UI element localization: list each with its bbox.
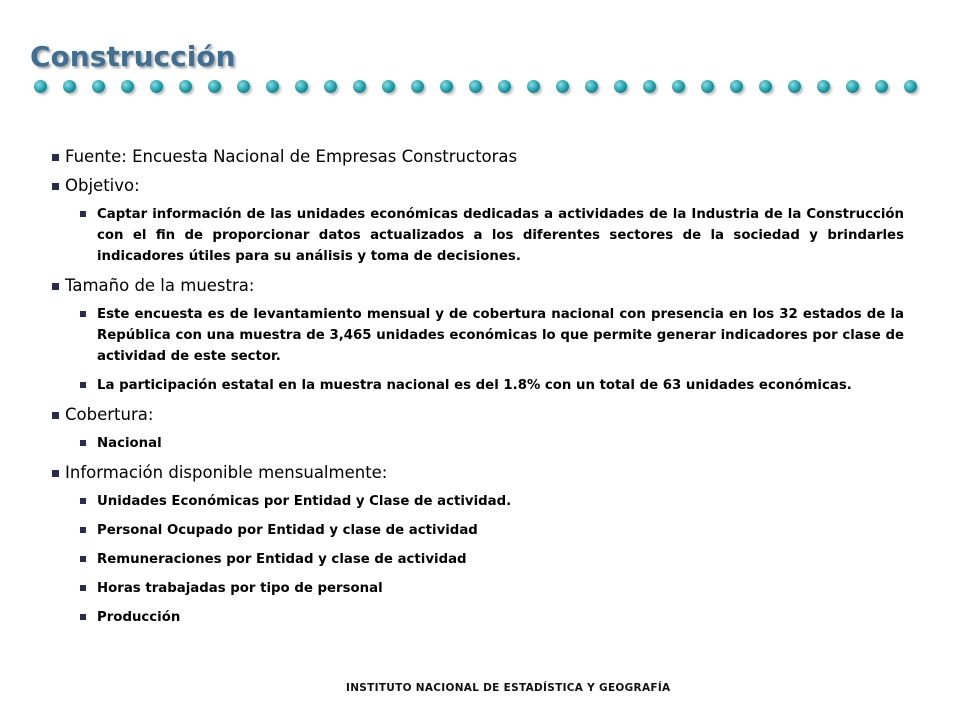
dot-icon <box>440 80 453 93</box>
section-tamano <box>52 275 904 297</box>
dot-icon <box>121 80 134 93</box>
square-bullet-icon <box>80 382 86 388</box>
section-objetivo <box>52 175 904 197</box>
dot-icon <box>556 80 569 93</box>
dot-icon <box>63 80 76 93</box>
dot-icon <box>875 80 888 93</box>
square-bullet-icon <box>80 440 86 446</box>
section-heading: Tamaño de la muestra: <box>65 276 255 295</box>
square-bullet-icon <box>80 498 86 504</box>
dot-icon <box>904 80 917 93</box>
dot-icon <box>730 80 743 93</box>
dot-icon <box>585 80 598 93</box>
dot-icon <box>295 80 308 93</box>
dot-icon <box>150 80 163 93</box>
list-item-text: Producción <box>97 610 181 625</box>
list-item <box>80 607 904 628</box>
dot-icon <box>672 80 685 93</box>
page-title: Construcción <box>30 40 236 73</box>
list-item <box>80 433 904 454</box>
dot-icon <box>788 80 801 93</box>
square-bullet-icon <box>52 412 59 419</box>
dot-icon <box>353 80 366 93</box>
dot-icon <box>759 80 772 93</box>
dot-icon <box>266 80 279 93</box>
square-bullet-icon <box>52 470 59 477</box>
square-bullet-icon <box>80 211 86 217</box>
list-item-text: Captar información de las unidades económicas dedicadas a actividades de la Industria de la Construcción con el fin de proporcionar datos actualizados a los diferentes sectores de la sociedad y brindarles indicadores útiles para su análisis y toma de decisiones. <box>97 207 904 264</box>
square-bullet-icon <box>80 311 86 317</box>
list-item <box>80 491 904 512</box>
list-item-text: Personal Ocupado por Entidad y clase de actividad <box>97 523 478 538</box>
square-bullet-icon <box>52 183 59 190</box>
dot-icon <box>34 80 47 93</box>
dot-icon <box>237 80 250 93</box>
dot-icon <box>846 80 859 93</box>
dot-icon <box>382 80 395 93</box>
list-item <box>80 549 904 570</box>
list-item <box>80 520 904 541</box>
footer-institution: INSTITUTO NACIONAL DE ESTADÍSTICA Y GEOGRAFÍA <box>346 682 671 694</box>
square-bullet-icon <box>52 154 59 161</box>
dot-icon <box>179 80 192 93</box>
list-item <box>80 304 904 367</box>
dot-icon <box>701 80 714 93</box>
dot-icon <box>411 80 424 93</box>
dot-icon <box>614 80 627 93</box>
square-bullet-icon <box>80 585 86 591</box>
square-bullet-icon <box>80 556 86 562</box>
dot-icon <box>208 80 221 93</box>
section-fuente <box>52 146 904 168</box>
list-item-text: La participación estatal en la muestra nacional es del 1.8% con un total de 63 unidades económicas. <box>97 378 852 393</box>
list-item-text: Unidades Económicas por Entidad y Clase de actividad. <box>97 494 512 509</box>
list-item <box>80 204 904 267</box>
dot-icon <box>643 80 656 93</box>
section-heading: Información disponible mensualmente: <box>65 463 388 482</box>
list-item-text: Horas trabajadas por tipo de personal <box>97 581 383 596</box>
dot-icon <box>324 80 337 93</box>
dot-icon <box>527 80 540 93</box>
list-item-text: Remuneraciones por Entidad y clase de actividad <box>97 552 467 567</box>
decorative-dot-divider <box>34 80 917 93</box>
square-bullet-icon <box>52 283 59 290</box>
list-item <box>80 578 904 599</box>
content-list <box>52 146 904 636</box>
section-heading: Cobertura: <box>65 405 154 424</box>
dot-icon <box>92 80 105 93</box>
section-heading: Objetivo: <box>65 176 140 195</box>
square-bullet-icon <box>80 614 86 620</box>
dot-icon <box>469 80 482 93</box>
list-item <box>80 375 904 396</box>
square-bullet-icon <box>80 527 86 533</box>
section-heading: Fuente: Encuesta Nacional de Empresas Constructoras <box>65 147 518 166</box>
list-item-text: Este encuesta es de levantamiento mensual y de cobertura nacional con presencia en los 32 estados de la República con una muestra de 3,465 unidades económicas lo que permite generar indicadores por clase de actividad de este sector. <box>97 307 904 364</box>
dot-icon <box>817 80 830 93</box>
section-informacion <box>52 462 904 484</box>
list-item-text: Nacional <box>97 436 162 451</box>
section-cobertura <box>52 404 904 426</box>
dot-icon <box>498 80 511 93</box>
